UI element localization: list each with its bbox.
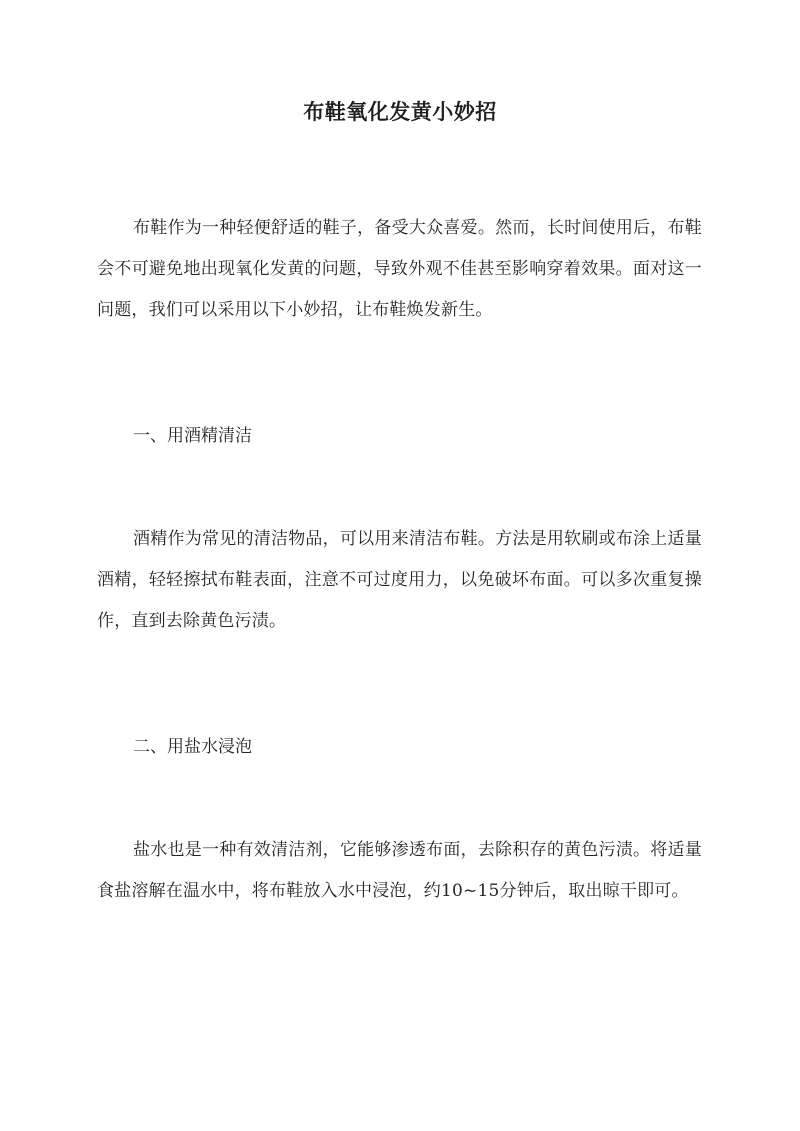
intro-paragraph: 布鞋作为一种轻便舒适的鞋子，备受大众喜爱。然而，长时间使用后，布鞋会不可避免地出现氧化发黄的问题，导致外观不佳甚至影响穿着效果。面对这一问题，我们可以采用以下小妙招，让布鞋焕发新生。 [97, 218, 702, 320]
section-heading-salt-water: 二、用盐水浸泡 [133, 737, 252, 757]
document-title: 布鞋氧化发黄小妙招 [303, 99, 497, 124]
section-body-salt-water: 盐水也是一种有效清洁剂，它能够渗透布面，去除积存的黄色污渍。将适量食盐溶解在温水中，将布鞋放入水中浸泡，约10~15分钟后，取出晾干即可。 [97, 840, 702, 901]
section-body-alcohol: 酒精作为常见的清洁物品，可以用来清洁布鞋。方法是用软刷或布涂上适量酒精，轻轻擦拭布鞋表面，注意不可过度用力，以免破坏布面。可以多次重复操作，直到去除黄色污渍。 [97, 529, 702, 631]
section-heading-alcohol: 一、用酒精清洁 [133, 426, 252, 446]
